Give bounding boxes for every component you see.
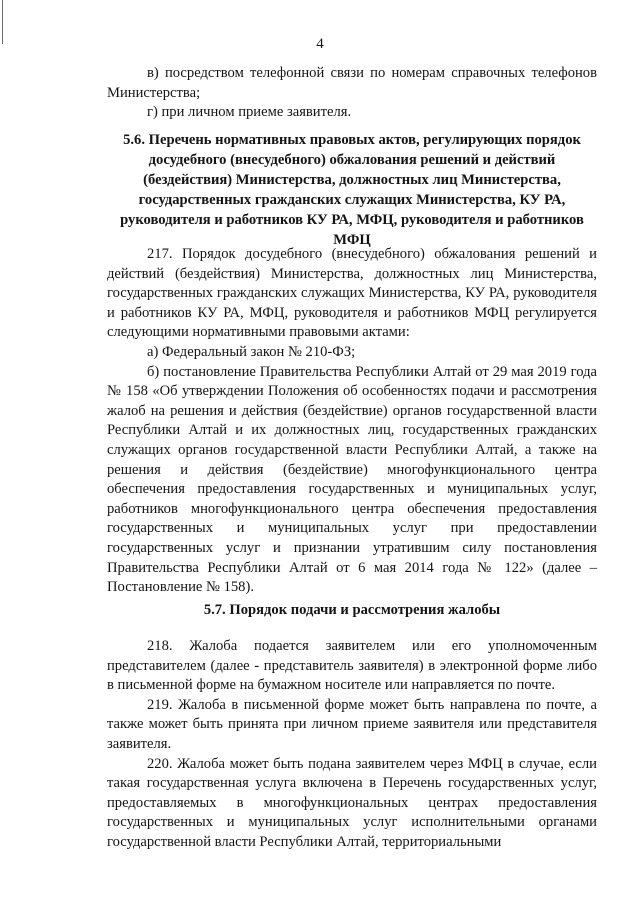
paragraph-217: 217. Порядок досудебного (внесудебного) обжалования решений и действий (бездействия) Министерства, должностных лиц Министерства, государственных гражданских служащих Министерства, КУ РА, руководителя и работников КУ РА, МФЦ, руководителя и работников МФЦ регулируется следующими нормативными правовыми актами: bbox=[107, 246, 597, 341]
section-5-7 bbox=[107, 600, 597, 620]
paragraph-220: 220. Жалоба может быть подана заявителем через МФЦ в случае, если такая государственная услуга включена в Перечень государственных услуг, предоставляемых в многофункциональных центрах предоставления государственных и муниципальных услуг исполнительными органами государственной власти Республики Алтай, территориальными bbox=[107, 755, 597, 850]
list-item-a: а) Федеральный закон № 210-ФЗ; bbox=[147, 343, 356, 360]
section-heading-5-6: 5.6. Перечень нормативных правовых актов, регулирующих порядок досудебного (внесудебного) обжалования решений и действий (бездействия) Министерства, должностных лиц Министерства, государственных гражданских служащих Министерства, КУ РА, руководителя и работников КУ РА, МФЦ, руководителя и работников МФЦ bbox=[120, 132, 584, 248]
intro-list bbox=[107, 64, 597, 123]
paragraph-219: 219. Жалоба в письменной форме может быть направлена по почте, а также может быть принята при личном приеме заявителя или представителя заявителя. bbox=[107, 696, 597, 752]
section-5-6-body bbox=[107, 245, 597, 598]
section-heading-5-7: 5.7. Порядок подачи и рассмотрения жалобы bbox=[203, 602, 501, 618]
list-item-b: б) постановление Правительства Республики Алтай от 29 мая 2019 года № 158 «Об утверждении Положения об особенностях подачи и рассмотрения жалоб на решения и действия (бездействие) органов государственной власти Республики Алтай и их должностных лиц, государственных гражданских служащих органов государственной власти Республики Алтай, а также на решения и действия (бездействие) многофункционального центра обеспечения предоставления государственных и муниципальных услуг, работников многофункционального центра обеспечения предоставления государственных и муниципальных услуг при предоставлении государственных услуг и признании утратившим силу постановления Правительства Республики Алтай от 6 мая 2014 года № 122» (далее – Постановление № 158). bbox=[107, 363, 597, 596]
section-5-7-body bbox=[107, 637, 597, 853]
list-item-g: г) при личном приеме заявителя. bbox=[147, 104, 352, 121]
list-item-v: в) посредством телефонной связи по номерам справочных телефонов Министерства; bbox=[107, 65, 597, 101]
page-number: 4 bbox=[316, 36, 324, 52]
section-5-6 bbox=[107, 130, 597, 250]
paragraph-218: 218. Жалоба подается заявителем или его уполномоченным представителем (далее - представитель заявителя) в электронной форме либо в письменной форме на бумажном носителе или направляется по почте. bbox=[107, 638, 597, 694]
